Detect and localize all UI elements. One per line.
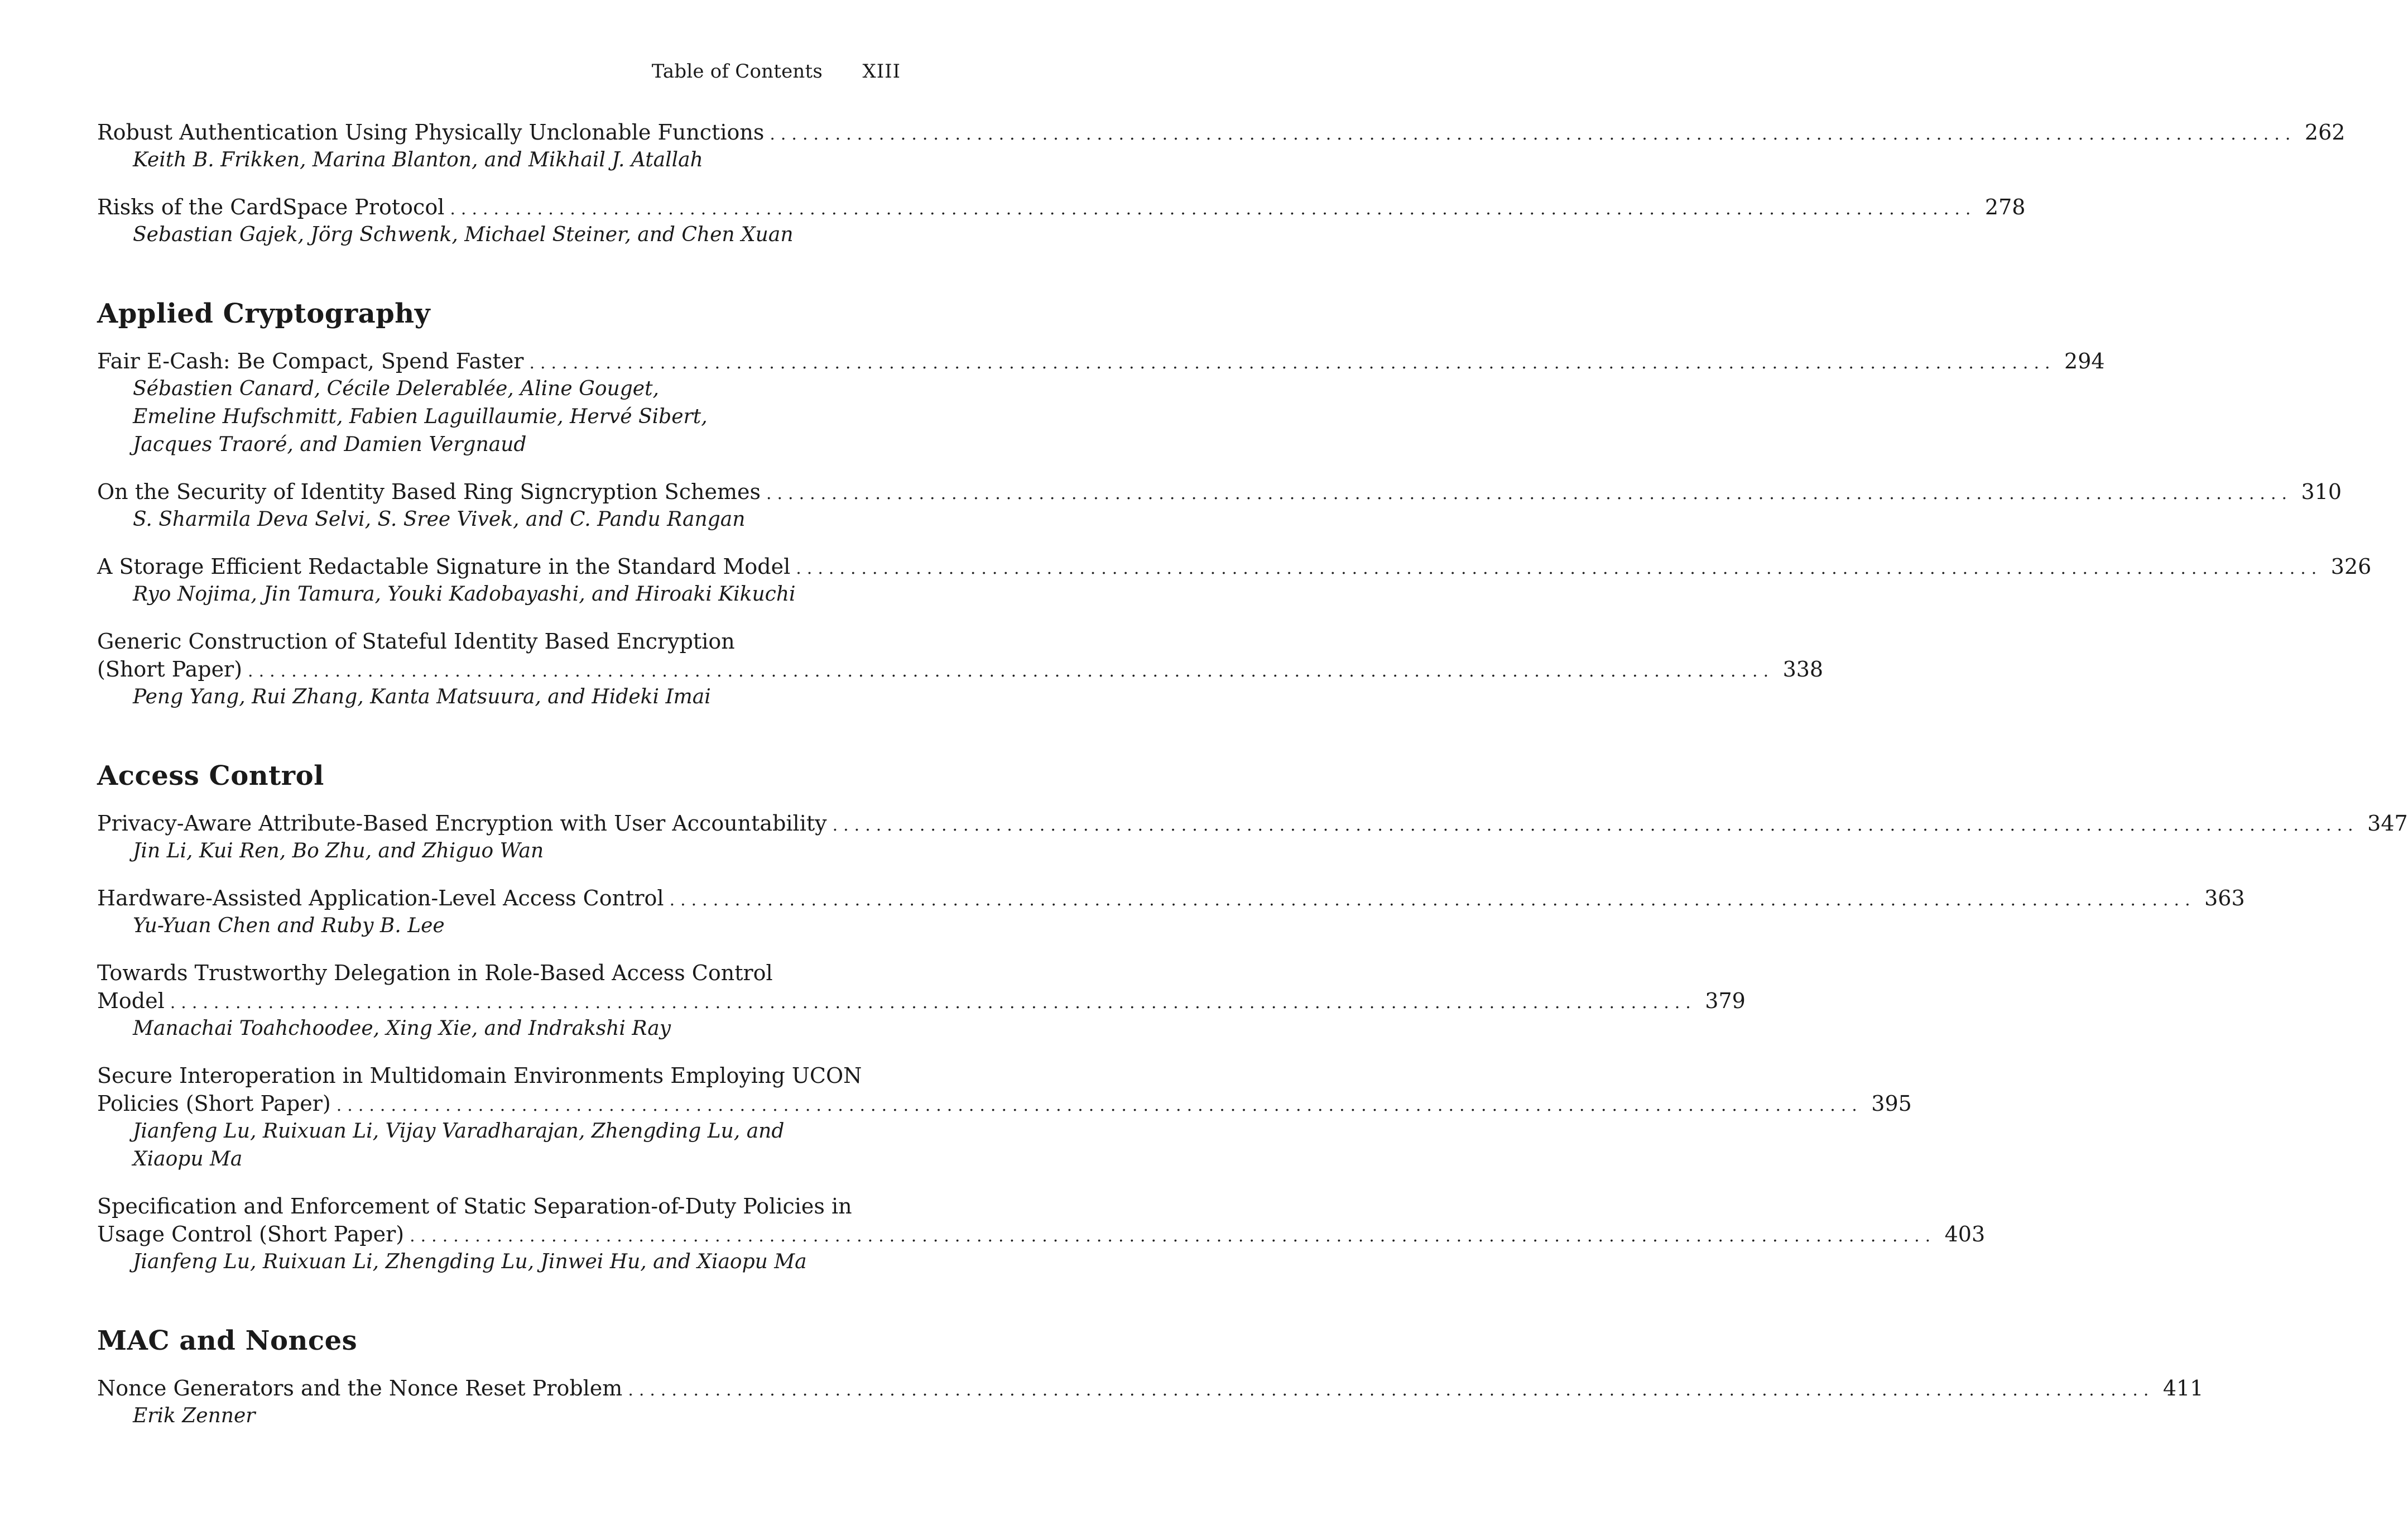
entry-title-line — [97, 1220, 1986, 1248]
entry-page-number: 363 — [2204, 886, 2245, 910]
entry-authors: Ryo Nojima, Jin Tamura, Youki Kadobayashi, and Hiroaki Kikuchi — [133, 583, 796, 606]
dot-leader: ............................................................................................................................................ — [669, 890, 2196, 910]
entry-title-line — [97, 627, 901, 655]
entry-page-number: 262 — [2304, 120, 2345, 145]
entry-authors: Manachai Toahchoodee, Xing Xie, and Indrakshi Ray — [133, 1017, 671, 1040]
toc-entry[interactable] — [97, 1192, 1986, 1276]
toc-entry[interactable] — [97, 809, 2408, 865]
entry-title-text: Policies (Short Paper) — [97, 1091, 331, 1116]
entry-title-text: Model — [97, 989, 165, 1013]
entry-title-line — [97, 478, 2342, 506]
entry-title-line — [97, 1192, 901, 1220]
section-heading: Applied Cryptography — [97, 298, 431, 329]
entry-authors: Xiaopu Ma — [133, 1148, 243, 1171]
dot-leader: ............................................................................................................................................ — [170, 993, 1696, 1013]
entry-page-number: 347 — [2367, 811, 2408, 836]
dot-leader: ............................................................................................................................................ — [832, 816, 2359, 835]
entry-title-line — [97, 959, 901, 987]
entry-title-text: Fair E-Cash: Be Compact, Spend Faster — [97, 349, 524, 373]
entry-title-line — [97, 809, 2408, 837]
dot-leader: ............................................................................................................................................ — [529, 353, 2056, 373]
entry-title-text: Risks of the CardSpace Protocol — [97, 195, 445, 219]
entry-authors: Erik Zenner — [133, 1404, 256, 1427]
entry-authors: Jianfeng Lu, Ruixuan Li, Zhengding Lu, Jinwei Hu, and Xiaopu Ma — [133, 1250, 807, 1273]
entry-authors: Peng Yang, Rui Zhang, Kanta Matsuura, and Hideki Imai — [133, 685, 711, 708]
entry-title-text: Secure Interoperation in Multidomain Environments Employing UCON — [97, 1063, 862, 1088]
entry-page-number: 278 — [1984, 195, 2026, 219]
entry-authors: S. Sharmila Deva Selvi, S. Sree Vivek, and C. Pandu Rangan — [133, 508, 746, 531]
toc-entry[interactable] — [97, 553, 2372, 608]
entry-authors: Jianfeng Lu, Ruixuan Li, Vijay Varadharajan, Zhengding Lu, and — [133, 1120, 785, 1143]
toc-entry[interactable] — [97, 478, 2342, 534]
toc-entry[interactable] — [97, 959, 1746, 1043]
entry-title-text: Nonce Generators and the Nonce Reset Problem — [97, 1376, 623, 1400]
entry-page-number: 411 — [2162, 1376, 2204, 1400]
entry-title-line — [97, 347, 2105, 375]
entry-authors: Sébastien Canard, Cécile Delerablée, Aline Gouget, — [133, 377, 659, 400]
entry-title-line — [97, 884, 2245, 912]
dot-leader: ............................................................................................................................................ — [770, 124, 2296, 144]
dot-leader: ............................................................................................................................................ — [628, 1380, 2155, 1400]
toc-entry[interactable] — [97, 118, 2345, 174]
toc-entry[interactable] — [97, 1062, 1912, 1173]
toc-entry[interactable] — [97, 1374, 2204, 1430]
section-heading: MAC and Nonces — [97, 1325, 358, 1356]
toc-entry[interactable] — [97, 884, 2245, 940]
entry-title-text: Towards Trustworthy Delegation in Role-Based Access Control — [97, 961, 773, 985]
entry-page-number: 395 — [1871, 1091, 1912, 1116]
entry-title-text: Specification and Enforcement of Static Separation-of-Duty Policies in — [97, 1194, 852, 1219]
section-heading: Access Control — [97, 760, 324, 792]
entry-title-text: Usage Control (Short Paper) — [97, 1222, 405, 1246]
toc-entry[interactable] — [97, 347, 2105, 459]
entry-title-line — [97, 1090, 1912, 1117]
entry-page-number: 403 — [1944, 1222, 1986, 1246]
entry-title-text: Generic Construction of Stateful Identity Based Encryption — [97, 629, 735, 654]
entry-title-line — [97, 987, 1746, 1015]
entry-page-number: 310 — [2301, 479, 2342, 504]
entry-page-number: 379 — [1705, 989, 1746, 1013]
entry-title-text: Robust Authentication Using Physically Unclonable Functions — [97, 120, 765, 145]
dot-leader: ............................................................................................................................................ — [766, 484, 2293, 503]
entry-title-line — [97, 1062, 901, 1090]
entry-page-number: 338 — [1782, 657, 1824, 682]
entry-title-text: On the Security of Identity Based Ring Signcryption Schemes — [97, 479, 761, 504]
dot-leader: ............................................................................................................................................ — [336, 1096, 1863, 1115]
entry-authors: Sebastian Gajek, Jörg Schwenk, Michael Steiner, and Chen Xuan — [133, 223, 794, 246]
entry-page-number: 326 — [2330, 554, 2372, 579]
dot-leader: ............................................................................................................................................ — [796, 559, 2323, 578]
entry-title-text: Privacy-Aware Attribute-Based Encryption with User Accountability — [97, 811, 827, 836]
entry-title-line — [97, 118, 2345, 146]
running-header — [97, 60, 901, 88]
entry-authors: Keith B. Frikken, Marina Blanton, and Mikhail J. Atallah — [133, 148, 703, 171]
entry-authors: Jin Li, Kui Ren, Bo Zhu, and Zhiguo Wan — [133, 840, 544, 862]
toc-entry[interactable] — [97, 193, 2026, 249]
entry-title-line — [97, 193, 2026, 221]
entry-title-line — [97, 1374, 2204, 1402]
running-header-page-number: XIII — [862, 60, 901, 83]
dot-leader: ............................................................................................................................................ — [248, 661, 1775, 681]
entry-title-text: (Short Paper) — [97, 657, 243, 682]
running-header-title: Table of Contents — [651, 60, 823, 83]
entry-title-text: Hardware-Assisted Application-Level Access Control — [97, 886, 664, 910]
entry-authors: Jacques Traoré, and Damien Vergnaud — [133, 433, 527, 456]
entry-page-number: 294 — [2064, 349, 2105, 373]
entry-title-line — [97, 655, 1824, 683]
toc-entry[interactable] — [97, 627, 1824, 711]
entry-title-line — [97, 553, 2372, 581]
entry-authors: Emeline Hufschmitt, Fabien Laguillaumie, Hervé Sibert, — [133, 405, 708, 428]
dot-leader: ............................................................................................................................................ — [450, 199, 1977, 219]
entry-title-text: A Storage Efficient Redactable Signature in the Standard Model — [97, 554, 791, 579]
dot-leader: ............................................................................................................................................ — [410, 1226, 1936, 1246]
entry-authors: Yu-Yuan Chen and Ruby B. Lee — [133, 914, 445, 937]
